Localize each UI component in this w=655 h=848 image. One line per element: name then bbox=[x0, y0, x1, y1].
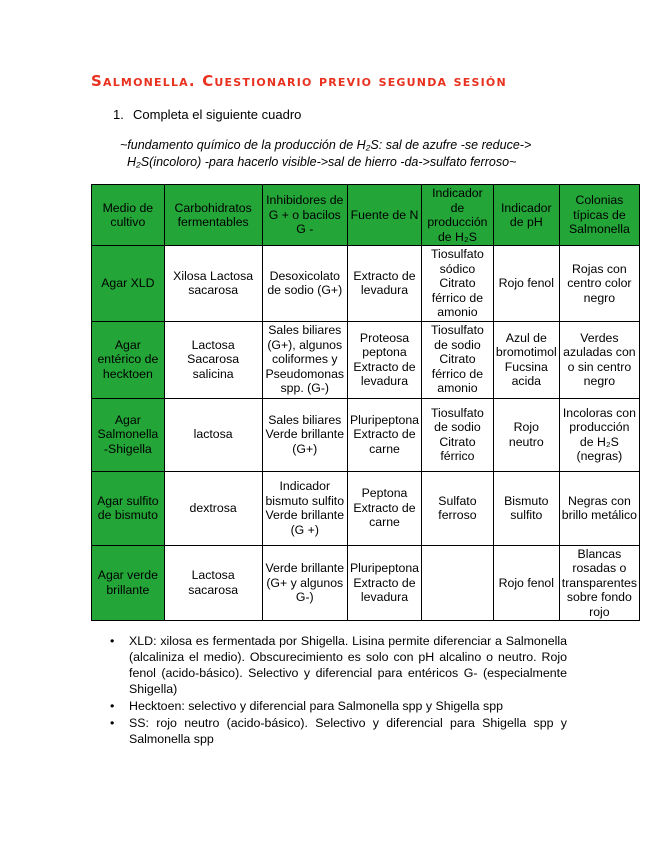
table-cell bbox=[422, 545, 494, 621]
table-cell: Indicador bismuto sulfito Verde brillante (G +) bbox=[262, 471, 347, 545]
table-row bbox=[92, 321, 640, 398]
culture-media-table bbox=[91, 184, 640, 621]
fundamento-line-2: H₂S(incoloro) -para hacerlo visible->sal de hierro -da->sulfato ferroso~ bbox=[127, 155, 517, 169]
page-title: Salmonella. Cuestionario previo segunda sesión bbox=[91, 72, 507, 90]
table-cell-medium: Agar entérico de hecktoen bbox=[92, 321, 165, 398]
header-cell: Indicador de producción de H₂S bbox=[422, 185, 494, 246]
table-row bbox=[92, 398, 640, 471]
table-cell: Desoxicolato de sodio (G+) bbox=[262, 246, 347, 322]
table-cell: Verde brillante (G+ y algunos G-) bbox=[262, 545, 347, 621]
table-cell-medium: Agar sulfito de bismuto bbox=[92, 471, 165, 545]
table-cell: Azul de bromotimol Fucsina acida bbox=[493, 321, 559, 398]
table-cell: dextrosa bbox=[164, 471, 262, 545]
table-cell: Tiosulfato sódico Citrato férrico de amonio bbox=[422, 246, 494, 322]
table-row bbox=[92, 471, 640, 545]
table-cell: Extracto de levadura bbox=[347, 246, 421, 322]
table-cell-medium: Agar Salmonella -Shigella bbox=[92, 398, 165, 471]
header-cell: Inhibidores de G + o bacilos G - bbox=[262, 185, 347, 246]
table-cell: Proteosa peptona Extracto de levadura bbox=[347, 321, 421, 398]
list-number: 1. bbox=[113, 107, 124, 122]
table-cell-medium: Agar verde brillante bbox=[92, 545, 165, 621]
fundamento-line-1: ~fundamento químico de la producción de H₂S: sal de azufre -se reduce-> bbox=[120, 138, 532, 152]
table-cell: Pluripeptona Extracto de carne bbox=[347, 398, 421, 471]
table-cell: Bismuto sulfito bbox=[493, 471, 559, 545]
table-row bbox=[92, 545, 640, 621]
table-cell: lactosa bbox=[164, 398, 262, 471]
header-cell: Carbohidratos fermentables bbox=[164, 185, 262, 246]
header-cell: Fuente de N bbox=[347, 185, 421, 246]
list-item: • SS: rojo neutro (acido-básico). Selectivo y diferencial para Shigella spp y Salmonella spp bbox=[107, 715, 567, 747]
table-cell: Rojo neutro bbox=[493, 398, 559, 471]
table-cell-medium: Agar XLD bbox=[92, 246, 165, 322]
table-cell: Xilosa Lactosa sacarosa bbox=[164, 246, 262, 322]
list-item-1 bbox=[113, 107, 301, 122]
table-cell: Tiosulfato de sodio Citrato férrico bbox=[422, 398, 494, 471]
table-row bbox=[92, 246, 640, 322]
table-header-row bbox=[92, 185, 640, 246]
table-cell: Peptona Extracto de carne bbox=[347, 471, 421, 545]
table-cell: Verdes azuladas con o sin centro negro bbox=[559, 321, 639, 398]
table-cell: Lactosa Sacarosa salicina bbox=[164, 321, 262, 398]
table-cell: Blancas rosadas o transparentes sobre fondo rojo bbox=[559, 545, 639, 621]
header-cell: Indicador de pH bbox=[493, 185, 559, 246]
list-item: • XLD: xilosa es fermentada por Shigella. Lisina permite diferenciar a Salmonella (alcaliniza el medio). Obscurecimiento es solo con pH alcalino o neutro. Rojo fenol (acido-básico). Selectivo y diferencial para entéricos G- (especialmente Shigella) bbox=[107, 633, 567, 697]
table-cell: Pluripeptona Extracto de levadura bbox=[347, 545, 421, 621]
table-cell: Incoloras con producción de H₂S (negras) bbox=[559, 398, 639, 471]
header-cell: Colonias típicas de Salmonella bbox=[559, 185, 639, 246]
table-cell: Rojo fenol bbox=[493, 545, 559, 621]
fundamento-note bbox=[120, 137, 550, 171]
list-item: • Hecktoen: selectivo y diferencial para Salmonella spp y Shigella spp bbox=[107, 698, 567, 714]
table-cell: Negras con brillo metálico bbox=[559, 471, 639, 545]
table-cell: Sales biliares Verde brillante (G+) bbox=[262, 398, 347, 471]
list-text: Completa el siguiente cuadro bbox=[133, 107, 302, 122]
table-cell: Rojas con centro color negro bbox=[559, 246, 639, 322]
table-cell: Sales biliares (G+), algunos coliformes y Pseudomonas spp. (G-) bbox=[262, 321, 347, 398]
table-cell: Tiosulfato de sodio Citrato férrico de amonio bbox=[422, 321, 494, 398]
notes-list bbox=[107, 633, 567, 748]
table-cell: Sulfato ferroso bbox=[422, 471, 494, 545]
table-cell: Lactosa sacarosa bbox=[164, 545, 262, 621]
table-cell: Rojo fenol bbox=[493, 246, 559, 322]
header-cell: Medio de cultivo bbox=[92, 185, 165, 246]
